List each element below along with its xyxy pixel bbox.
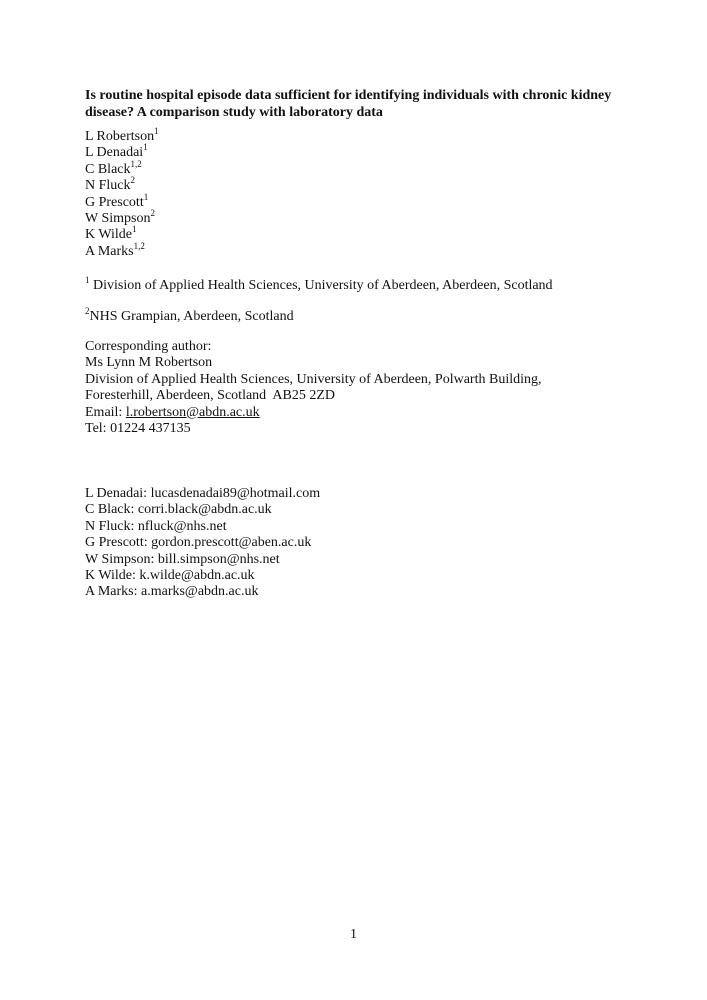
corresponding-address-line1: Division of Applied Health Sciences, University of Aberdeen, Polwarth Building,	[85, 371, 542, 387]
author-name: N Fluck	[85, 178, 131, 194]
author-email-list	[85, 486, 320, 601]
affiliation-marker: 1	[132, 224, 137, 235]
author-email: W Simpson: bill.simpson@nhs.net	[85, 551, 280, 567]
author-email: G Prescott: gordon.prescott@aben.ac.uk	[85, 535, 312, 551]
page-number: 1	[350, 927, 357, 942]
author-name: A Marks	[85, 243, 134, 259]
author-email: N Fluck: nfluck@nhs.net	[85, 518, 227, 534]
author-name: L Denadai	[85, 145, 144, 161]
corresponding-label: Corresponding author:	[85, 339, 212, 354]
author	[85, 208, 159, 227]
corresponding-email	[85, 405, 541, 421]
affiliation-number: 2	[85, 306, 90, 316]
author-email: C Black: corri.black@abdn.ac.uk	[85, 502, 272, 518]
affiliation-marker: 1	[154, 126, 159, 136]
corresponding-name: Ms Lynn M Robertson	[85, 355, 213, 371]
corresponding-tel: Tel: 01224 437135	[85, 421, 191, 437]
email-label: Email:	[85, 404, 126, 420]
affiliation-marker: 1	[143, 142, 148, 153]
author-name: L Robertson	[85, 129, 155, 144]
author-name: C Black	[85, 161, 131, 177]
affiliation-marker: 1,2	[133, 240, 145, 251]
author-name: K Wilde	[85, 227, 133, 243]
email-link[interactable]: l.robertson@abdn.ac.uk	[125, 404, 260, 420]
affiliation-number: 1	[85, 275, 90, 285]
affiliation-marker: 2	[130, 175, 135, 186]
affiliation-1	[85, 275, 553, 294]
author	[85, 224, 159, 243]
author	[85, 191, 159, 211]
affiliation-marker: 2	[150, 208, 155, 219]
paper-title: Is routine hospital episode data sufficient for identifying individuals with chronic kidney disease? A comparison study with laboratory data	[85, 88, 612, 120]
author	[85, 142, 159, 161]
affiliation-text: Division of Applied Health Sciences, University of Aberdeen, Aberdeen, Scotland	[93, 278, 553, 293]
affiliation-marker: 1,2	[130, 158, 142, 169]
author-name: G Prescott	[85, 194, 144, 210]
author	[85, 158, 159, 178]
author-email: A Marks: a.marks@abdn.ac.uk	[85, 584, 259, 600]
author-email: K Wilde: k.wilde@abdn.ac.uk	[85, 568, 255, 584]
author	[85, 240, 159, 260]
affiliation-marker: 1	[143, 191, 149, 202]
corresponding-author	[85, 339, 541, 437]
author-name: W Simpson	[85, 211, 151, 227]
affiliation-2	[85, 306, 294, 325]
affiliation-text: NHS Grampian, Aberdeen, Scotland	[89, 309, 294, 324]
author-list	[85, 126, 159, 260]
author-email: L Denadai: lucasdenadai89@hotmail.com	[85, 486, 321, 501]
corresponding-address-line2: Foresterhill, Aberdeen, Scotland AB25 2ZD	[85, 388, 336, 404]
